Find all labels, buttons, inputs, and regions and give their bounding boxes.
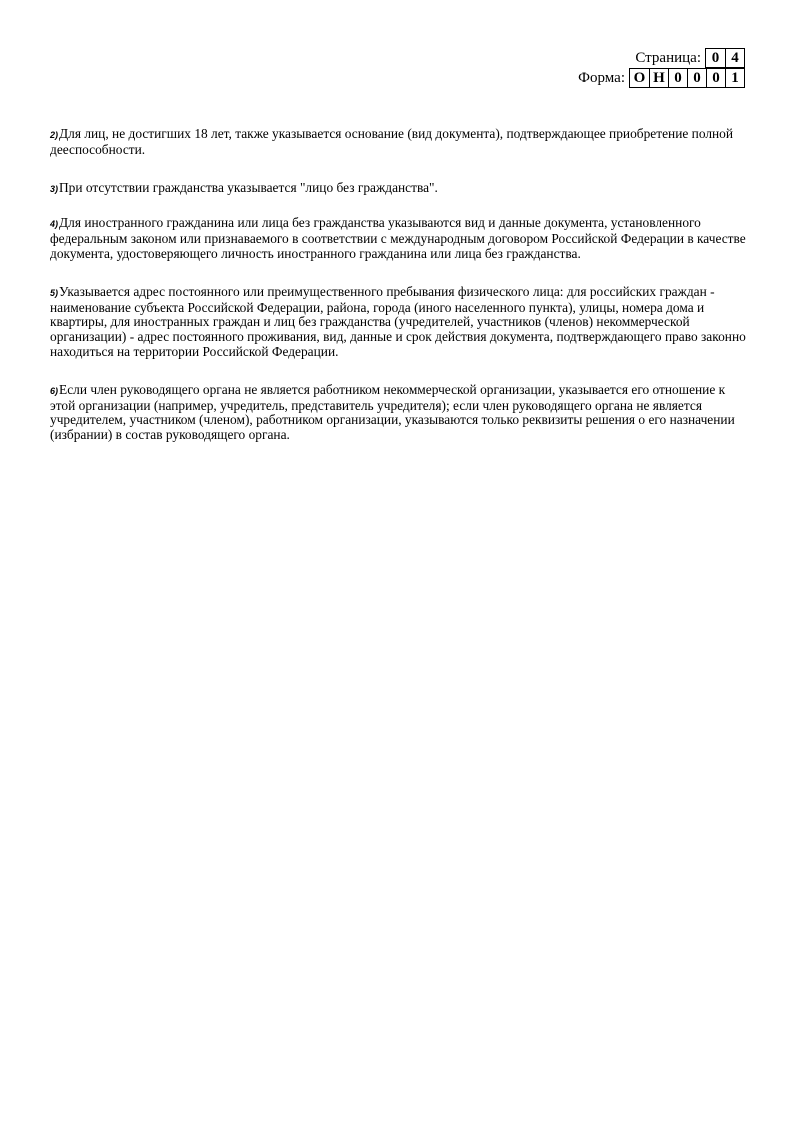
form-header	[578, 48, 745, 88]
footnote-text: Указывается адрес постоянного или преимущественного пребывания физического лица: для российских граждан - наименование субъекта Российской Федерации, района, города (иного населенного пункта), улицы, номера дома и квартиры, для иностранных граждан и лиц без гражданства (учредителей, участников (членов) некоммерческой организации) - адрес постоянного проживания, вид, данные и срок действия документа, подтверждающего право законно находиться на территории Российской Федерации.	[50, 283, 746, 359]
form-digit: 0	[706, 69, 725, 87]
footnote-2	[50, 127, 750, 158]
footnote-marker: 5)	[50, 287, 59, 298]
form-digit: 1	[725, 69, 744, 87]
form-digit: Н	[649, 69, 668, 87]
form-label: Форма:	[578, 70, 625, 86]
form-code-row	[578, 68, 745, 88]
page-digit: 4	[725, 49, 744, 67]
form-digit: 0	[687, 69, 706, 87]
footnote-marker: 3)	[50, 183, 59, 194]
footnote-5	[50, 285, 750, 360]
footnote-text: Для лиц, не достигших 18 лет, также указывается основание (вид документа), подтверждающее приобретение полной дееспособности.	[50, 126, 734, 157]
page-number-cells	[705, 48, 745, 68]
footnote-marker: 4)	[50, 219, 59, 230]
footnote-3	[50, 181, 750, 197]
form-code-cells	[629, 68, 745, 88]
form-digit: 0	[668, 69, 687, 87]
footnote-marker: 6)	[50, 385, 59, 396]
page-label: Страница:	[635, 50, 701, 66]
page-number-row	[578, 48, 745, 68]
page-digit: 0	[711, 50, 720, 66]
footnote-text: При отсутствии гражданства указывается "лицо без гражданства".	[59, 179, 438, 195]
footnote-text: Для иностранного гражданина или лица без гражданства указываются вид и данные документа, установленного федеральным законом или признаваемого в соответствии с международным договором Российской Федерации в качестве документа, удостоверяющего личность иностранного гражданина или лица без гражданства.	[50, 215, 746, 261]
footnotes	[50, 127, 750, 466]
footnote-4	[50, 216, 750, 261]
footnote-6	[50, 383, 750, 443]
footnote-marker: 2)	[50, 130, 59, 140]
footnote-text: Если член руководящего органа не является работником некоммерческой организации, указывается его отношение к этой организации (например, учредитель, представитель учредителя); если член руководящего органа не является учредителем, участником (членом), работником организации, указываются только реквизиты решения о его назначении (избрании) в состав руководящего органа.	[50, 381, 735, 443]
form-digit: О	[633, 70, 646, 86]
